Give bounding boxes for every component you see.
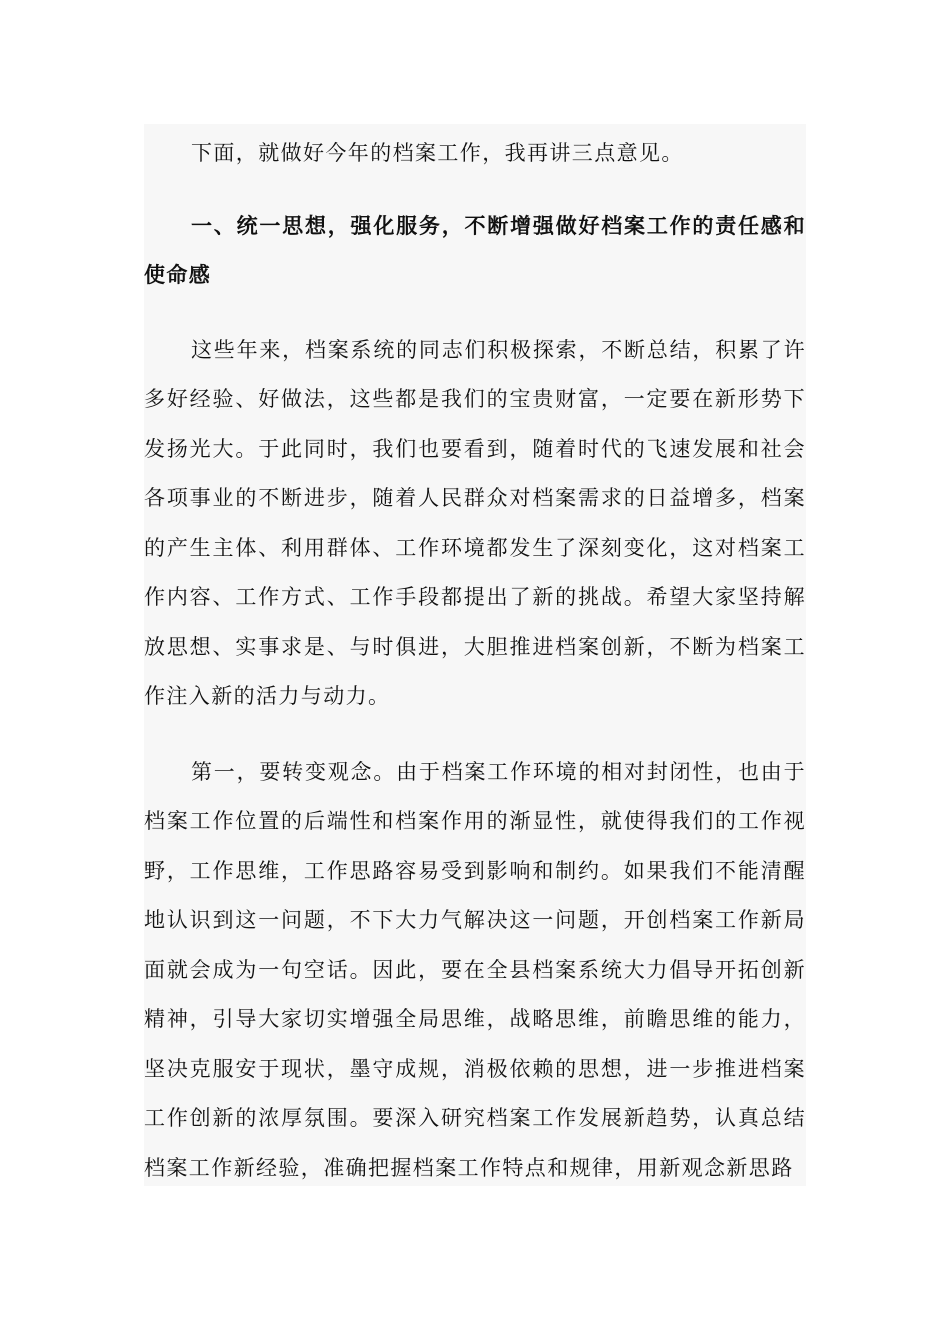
document-body bbox=[144, 124, 806, 1186]
body-paragraph: 这些年来，档案系统的同志们积极探索，不断总结，积累了许多好经验、好做法，这些都是我们的宝贵财富，一定要在新形势下发扬光大。于此同时，我们也要看到，随着时代的飞速发展和社会各项事业的不断进步，随着人民群众对档案需求的日益增多，档案的产生主体、利用群体、工作环境都发生了深刻变化，这对档案工作内容、工作方式、工作手段都提出了新的挑战。希望大家坚持解放思想、实事求是、与时俱进，大胆推进档案创新，不断为档案工作注入新的活力与动力。 bbox=[144, 337, 806, 708]
section-heading: 一、统一思想，强化服务，不断增强做好档案工作的责任感和使命感 bbox=[144, 212, 806, 287]
body-paragraph: 第一，要转变观念。由于档案工作环境的相对封闭性，也由于档案工作位置的后端性和档案作用的渐显性，就使得我们的工作视野，工作思维，工作思路容易受到影响和制约。如果我们不能清醒地认识到这一问题，不下大力气解决这一问题，开创档案工作新局面就会成为一句空话。因此，要在全县档案系统大力倡导开拓创新精神，引导大家切实增强全局思维，战略思维，前瞻思维的能力，坚决克服安于现状，墨守成规，消极依赖的思想，进一步推进档案工作创新的浓厚氛围。要深入研究档案工作发展新趋势，认真总结档案工作新经验，准确把握档案工作特点和规律，用新观念新思路 bbox=[144, 759, 806, 1180]
intro-paragraph: 下面，就做好今年的档案工作，我再讲三点意见。 bbox=[191, 141, 684, 165]
